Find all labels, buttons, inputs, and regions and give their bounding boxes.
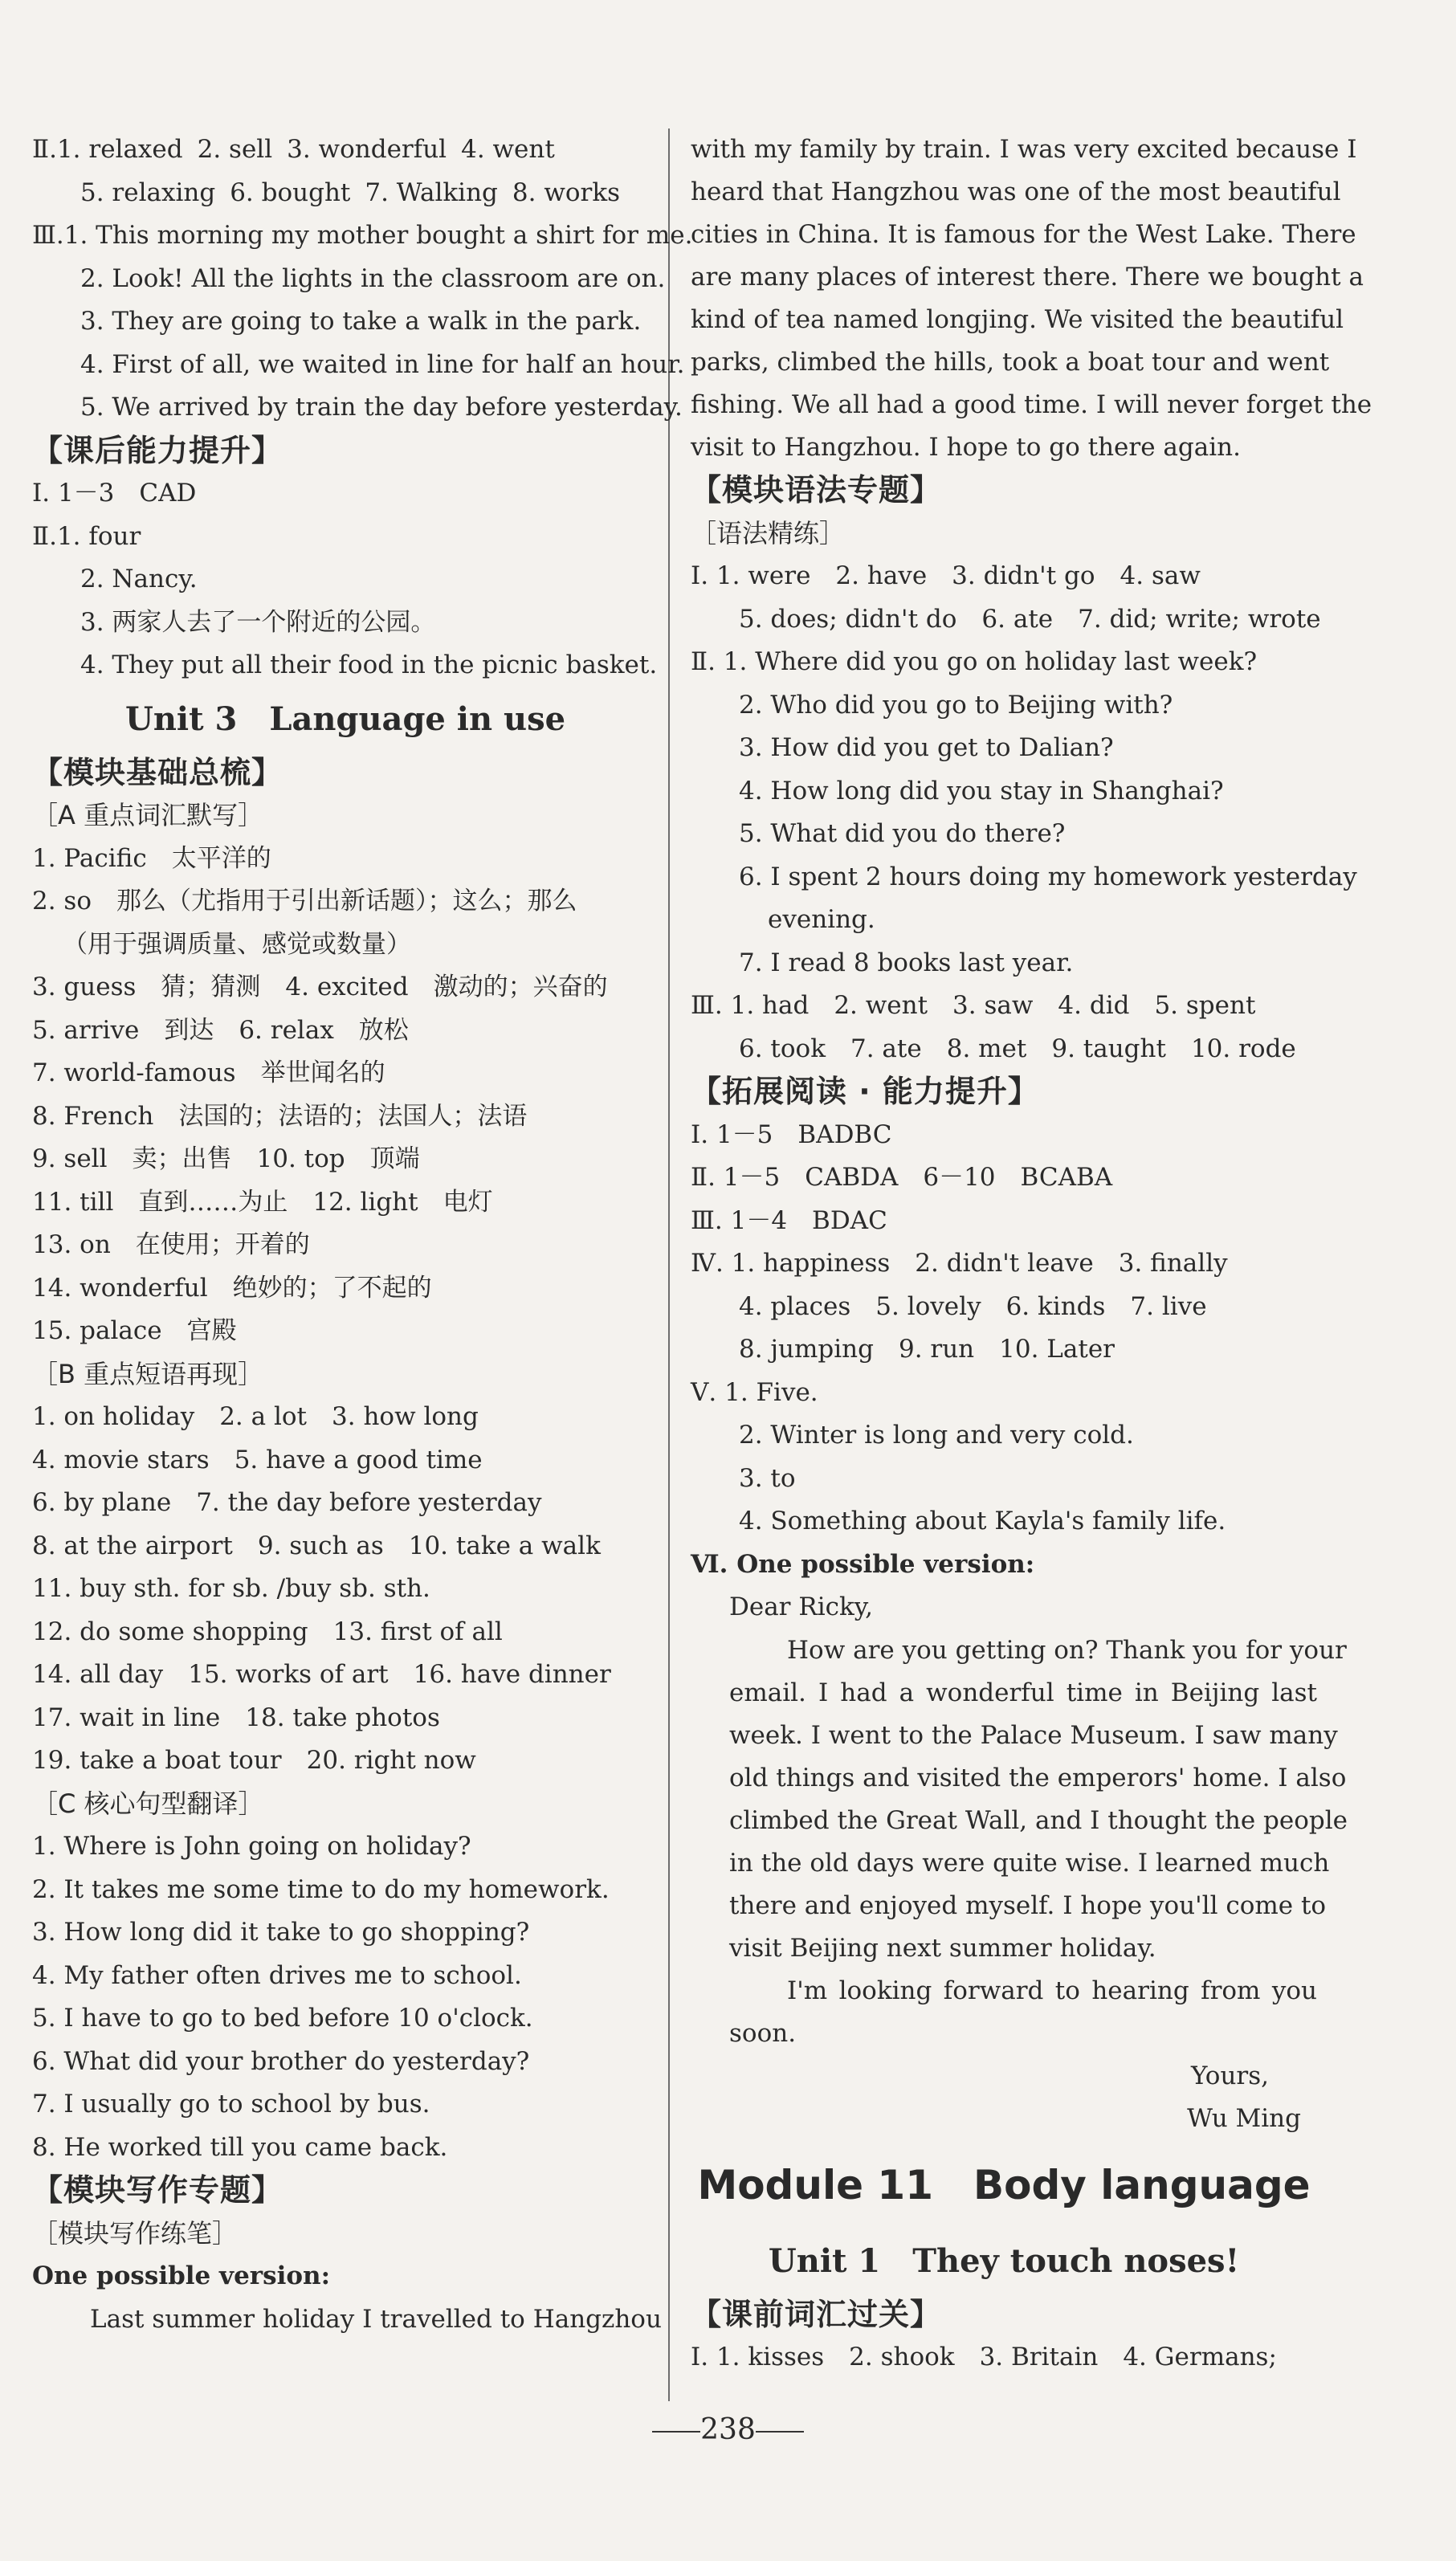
subsection-grammar: ［语法精练］: [691, 517, 846, 548]
answer-item: 8. works: [512, 177, 621, 207]
answer-III-row1: [32, 214, 693, 258]
vocab-row: 9. sell 卖；出售 10. top 顶端: [32, 1144, 420, 1173]
ext-V-row: 4. Something about Kayla's family life.: [739, 1507, 1226, 1535]
footer-dash-left: [652, 2431, 700, 2433]
vocab-row: 5. arrive 到达 6. relax 放松: [32, 1015, 409, 1045]
answer-II-row2: [32, 172, 659, 215]
answer-sentence: 1. This morning my mother bought a shirt for me.: [63, 221, 693, 250]
grammar-II-row: 5. What did you do there?: [739, 819, 1066, 848]
grammar-III-row2: 6. took 7. ate 8. met 9. taught 10. rode: [739, 1034, 1296, 1063]
grammar-II-row: 3. How did you get to Dalian?: [739, 733, 1114, 762]
essay-line: visit to Hangzhou. I hope to go there again.: [691, 433, 1241, 462]
sentence-row: 1. Where is John going on holiday?: [32, 1832, 471, 1861]
phrase-row: 12. do some shopping 13. first of all: [32, 1617, 503, 1646]
letter-line: there and enjoyed myself. I hope you'll come to: [729, 1890, 1327, 1920]
unit3-title: Unit 3 Language in use: [124, 699, 566, 738]
vocab-row: （用于强调质量、感觉或数量）: [63, 929, 411, 959]
vocab-row: 7. world-famous 举世闻名的: [32, 1058, 385, 1087]
grammar-II-row: 7. I read 8 books last year.: [739, 948, 1074, 977]
section-heading-grammar: 【模块语法专题】: [691, 472, 942, 508]
column-divider: [668, 128, 670, 2401]
essay-line: cities in China. It is famous for the West Lake. There: [691, 220, 1356, 249]
ext-V-row: Ⅴ. 1. Five.: [691, 1377, 818, 1407]
subsection-C: ［C 核心句型翻译］: [32, 1788, 264, 1819]
section-heading-extended: 【拓展阅读 · 能力提升】: [691, 1074, 1039, 1109]
ext-IV-row: Ⅳ. 1. happiness 2. didn't leave 3. finally: [691, 1249, 1228, 1278]
ext-II: Ⅱ. 1－5 CABDA 6－10 BCABA: [691, 1163, 1113, 1192]
answer-item: 6. bought: [230, 177, 351, 207]
kehou-II-row2: 2. Nancy.: [80, 565, 198, 593]
vocab-row: 11. till 直到……为止 12. light 电灯: [32, 1187, 493, 1217]
section-heading-writing: 【模块写作专题】: [32, 2172, 283, 2208]
ext-IV-row: 8. jumping 9. run 10. Later: [739, 1335, 1115, 1364]
answer-item: 5. relaxing: [80, 177, 216, 207]
grammar-II-row: evening.: [768, 905, 875, 934]
sentence-row: 8. He worked till you came back.: [32, 2132, 448, 2162]
phrase-row: 11. buy sth. for sb. /buy sb. sth.: [32, 1574, 430, 1603]
vocab-I-row: Ⅰ. 1. kisses 2. shook 3. Britain 4. Germans;: [691, 2343, 1277, 2371]
ext-VI-label: Ⅵ. One possible version:: [691, 1549, 1035, 1579]
vocab-row: 8. French 法国的；法语的；法国人；法语: [32, 1101, 528, 1131]
kehou-II-row4: 4. They put all their food in the picnic basket.: [80, 650, 658, 679]
section-heading-kehou: 【课后能力提升】: [32, 432, 283, 468]
answer-item: 7. Walking: [365, 177, 498, 207]
essay-line: parks, climbed the hills, took a boat tour and went: [691, 348, 1330, 377]
left-column: [32, 128, 693, 2341]
letter-signature: Wu Ming: [1187, 2104, 1301, 2133]
kehou-II-row3: 3. 两家人去了一个附近的公园。: [80, 607, 436, 637]
answer-item: 1. relaxed: [56, 135, 183, 164]
section-label: Ⅲ.: [32, 221, 64, 250]
grammar-II-row: Ⅱ. 1. Where did you go on holiday last week?: [691, 647, 1258, 676]
answer-II-row1: [32, 128, 659, 172]
sentence-row: 5. I have to go to bed before 10 o'clock.: [32, 2004, 533, 2033]
essay-line: with my family by train. I was very excited because I: [691, 135, 1357, 164]
kehou-II-row1: [32, 516, 659, 559]
answer-item: 1. four: [56, 521, 141, 551]
essay-line: fishing. We all had a good time. I will never forget the: [691, 390, 1372, 419]
phrase-row: 6. by plane 7. the day before yesterday: [32, 1488, 542, 1517]
ext-III: Ⅲ. 1－4 BDAC: [691, 1205, 887, 1235]
footer-dash-right: [756, 2431, 804, 2433]
subsection-writing: ［模块写作练笔］: [32, 2217, 239, 2249]
letter-line: email. I had a wonderful time in Beijing last: [729, 1678, 1317, 1707]
subsection-B: ［B 重点短语再现］: [32, 1358, 264, 1389]
ext-I: Ⅰ. 1－5 BADBC: [691, 1119, 892, 1149]
subsection-A: ［A 重点词汇默写］: [32, 800, 264, 830]
answer-item: 4. went: [461, 135, 555, 164]
letter-line: I'm looking forward to hearing from you: [787, 1976, 1317, 2005]
letter-line: soon.: [729, 2018, 797, 2048]
phrase-row: 14. all day 15. works of art 16. have dinner: [32, 1660, 611, 1689]
sentence-row: 3. How long did it take to go shopping?: [32, 1918, 530, 1947]
section-heading-mokuai: 【模块基础总梳】: [32, 754, 283, 790]
page-number-text: 238: [700, 2413, 756, 2446]
answer-item: 2. sell: [197, 135, 273, 164]
vocab-row: 14. wonderful 绝妙的；了不起的: [32, 1273, 432, 1303]
essay-line: kind of tea named longjing. We visited the beautiful: [691, 305, 1344, 334]
section-label: Ⅱ.: [32, 135, 57, 164]
essay-first-line: Last summer holiday I travelled to Hangzhou: [90, 2304, 662, 2334]
answer-item: 3. wonderful: [287, 135, 447, 164]
grammar-I-row2: 5. does; didn't do 6. ate 7. did; write; wrote: [739, 604, 1321, 634]
answer-III-row3: 3. They are going to take a walk in the park.: [80, 307, 642, 336]
sentence-row: 7. I usually go to school by bus.: [32, 2090, 430, 2119]
letter-closing: Yours,: [1191, 2061, 1269, 2090]
vocab-row: 15. palace 宫殿: [32, 1316, 237, 1345]
essay-line: heard that Hangzhou was one of the most beautiful: [691, 177, 1341, 206]
ext-V-row: 2. Winter is long and very cold.: [739, 1421, 1134, 1450]
section-label: Ⅱ.: [32, 521, 57, 551]
answer-III-row2: 2. Look! All the lights in the classroom are on.: [80, 263, 666, 293]
sentence-row: 6. What did your brother do yesterday?: [32, 2046, 530, 2076]
vocab-row: 1. Pacific 太平洋的: [32, 843, 271, 873]
answer-III-row4: 4. First of all, we waited in line for half an hour.: [80, 349, 685, 379]
sentence-row: 2. It takes me some time to do my homework.: [32, 1874, 610, 1904]
grammar-II-row: 6. I spent 2 hours doing my homework yesterday: [739, 862, 1357, 891]
phrase-row: 4. movie stars 5. have a good time: [32, 1445, 483, 1474]
sentence-row: 4. My father often drives me to school.: [32, 1960, 522, 1990]
letter-line: old things and visited the emperors' home. I also: [729, 1763, 1347, 1792]
grammar-II-row: 4. How long did you stay in Shanghai?: [739, 776, 1224, 805]
letter-line: in the old days were quite wise. I learned much: [729, 1848, 1330, 1878]
vocab-row: 13. on 在使用；开着的: [32, 1230, 310, 1259]
vocab-row: 3. guess 猜；猜测 4. excited 激动的；兴奋的: [32, 973, 608, 1001]
answer-III-row5: 5. We arrived by train the day before yesterday.: [80, 393, 683, 422]
phrase-row: 19. take a boat tour 20. right now: [32, 1746, 476, 1775]
vocab-row: 2. so 那么（尤指用于引出新话题）；这么；那么: [32, 887, 577, 916]
unit1-title: Unit 1 They touch noses!: [768, 2241, 1240, 2280]
letter-line: week. I went to the Palace Museum. I saw many: [729, 1720, 1338, 1750]
ext-V-row: 3. to: [739, 1463, 796, 1493]
letter-line: visit Beijing next summer holiday.: [729, 1933, 1156, 1963]
grammar-II-row: 2. Who did you go to Beijing with?: [739, 690, 1173, 720]
letter-line: How are you getting on? Thank you for your: [787, 1635, 1347, 1665]
module11-title: Module 11 Body language: [697, 2161, 1311, 2208]
possible-version-label: One possible version:: [32, 2261, 331, 2290]
letter-greeting: Dear Ricky,: [729, 1592, 874, 1621]
phrase-row: 17. wait in line 18. take photos: [32, 1703, 440, 1732]
essay-line: are many places of interest there. There we bought a: [691, 263, 1364, 292]
page-number: [0, 2413, 1456, 2446]
kehou-I: Ⅰ. 1－3 CAD: [32, 479, 197, 508]
phrase-row: 8. at the airport 9. such as 10. take a walk: [32, 1531, 601, 1560]
grammar-III-row1: Ⅲ. 1. had 2. went 3. saw 4. did 5. spent: [691, 991, 1256, 1020]
section-heading-vocab: 【课前词汇过关】: [691, 2296, 942, 2332]
grammar-I-row1: Ⅰ. 1. were 2. have 3. didn't go 4. saw: [691, 561, 1201, 590]
letter-line: climbed the Great Wall, and I thought the people: [729, 1805, 1348, 1835]
right-column: [691, 128, 1372, 2380]
phrase-row: 1. on holiday 2. a lot 3. how long: [32, 1402, 479, 1431]
ext-IV-row: 4. places 5. lovely 6. kinds 7. live: [739, 1291, 1207, 1321]
